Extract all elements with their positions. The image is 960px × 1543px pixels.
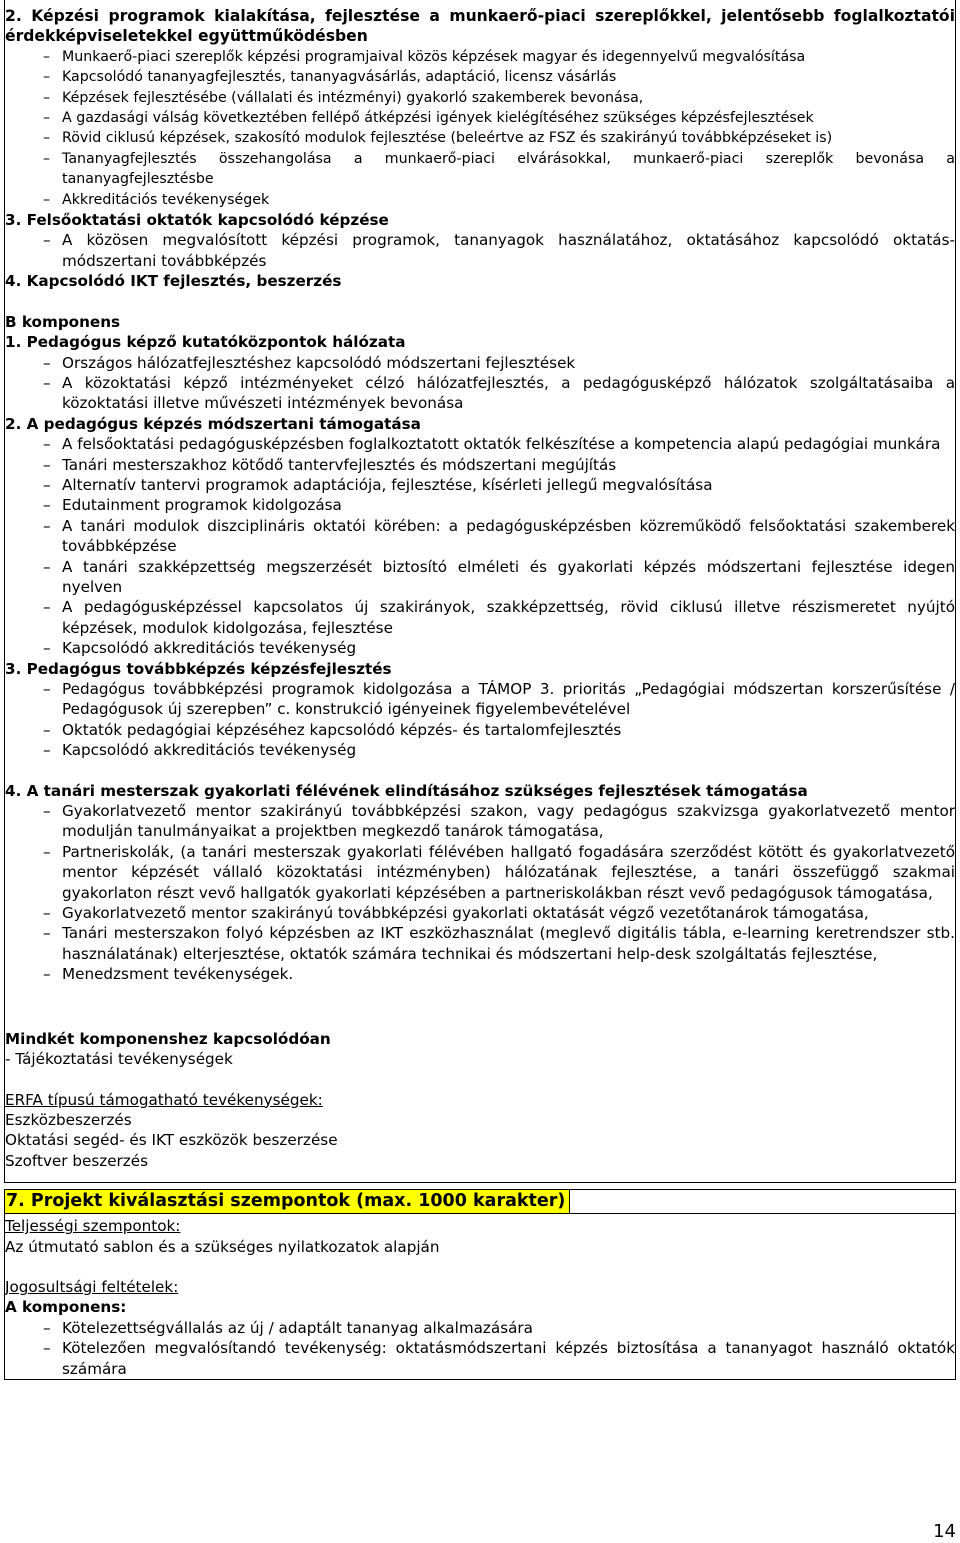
b-sub1-heading: 1. Pedagógus képző kutatóközpontok hálózata [5, 333, 406, 352]
list-item: – A gazdasági válság következtében fellépő átképzési igények kielégítéséhez szükséges képzésfejlesztések [43, 110, 814, 127]
list-item: – Kapcsolódó akkreditációs tevékenység [43, 639, 357, 658]
erfa-line: Oktatási segéd- és IKT eszközök beszerzése [5, 1131, 338, 1150]
list-item: – Rövid ciklusú képzések, szakosító modulok fejlesztése (beleértve az FSZ és szakirányú továbbképzéseket is) [43, 130, 833, 147]
list-item: – Edutainment programok kidolgozása [43, 496, 342, 515]
erfa-line: Eszközbeszerzés [5, 1110, 132, 1129]
list-item: – Tananyagfejlesztés összehangolása a munkaerő-piaci elvárásokkal, munkaerő-piaci szereplők bevonása a tananyagfejlesztésbe [43, 150, 955, 188]
content-box [4, 0, 956, 1183]
list-item: – Oktatók pedagógiai képzéséhez kapcsolódó képzés- és tartalomfejlesztés [43, 720, 622, 739]
eligibility-heading: Jogosultsági feltételek: [5, 1277, 179, 1296]
both-components-heading: Mindkét komponenshez kapcsolódóan [5, 1029, 331, 1048]
b-sub4-heading: 4. A tanári mesterszak gyakorlati félévének elindításához szükséges fejlesztések támogatása [5, 781, 808, 800]
b-sub2-heading: 2. A pedagógus képzés módszertani támogatása [5, 414, 421, 433]
list-item: – A közösen megvalósított képzési programok, tananyagok használatához, oktatásához kapcsolódó oktatás-módszertani továbbképzés [43, 231, 955, 270]
list-item: – Országos hálózatfejlesztéshez kapcsolódó módszertani fejlesztések [43, 353, 576, 372]
list-item: – A közoktatási képző intézményeket célzó hálózatfejlesztés, a pedagógusképző hálózatok szolgáltatásaiba a közoktatási illetve művészeti intézmények bevonása [43, 373, 955, 413]
erfa-heading: ERFA típusú támogatható tevékenységek: [5, 1090, 323, 1109]
completeness-text: Az útmutató sablon és a szükséges nyilatkozatok alapján [5, 1237, 440, 1256]
section-2-title: Képzési programok kialakítása, fejlesztése a munkaerő-piaci szereplőkkel, jelentősebb foglalkoztatói érdekképviseletekkel együttműködésben [5, 7, 955, 46]
list-item: – Partneriskolák, (a tanári mesterszak gyakorlati félévében hallgató fogadására szerződést kötött és gyakorlatvezető mentor képzését vállaló közoktatási intézményben) hálózatának fejlesztése, a tanári összefüggő szakmai gyakorlaton részt vevő hallgatók gyakorlati képzésében a partneriskolákban részt vevő pedagógusok támogatása, [43, 842, 955, 902]
list-item: – Pedagógus továbbképzési programok kidolgozása a TÁMOP 3. prioritás „Pedagógiai módszertan korszerűsítése / Pedagógusok új szerepben” c. konstrukció igényeinek figyelembevételével [43, 680, 955, 719]
list-item: – Menedzsment tevékenységek. [43, 965, 294, 984]
erfa-line: Szoftver beszerzés [5, 1151, 149, 1170]
list-item: – Gyakorlatvezető mentor szakirányú továbbképzési szakon, vagy pedagógus szakvizsga gyakorlatvezető mentor modulján tanulmányaikat a projektben megkezdő tanárok támogatása, [43, 802, 955, 841]
section-2-heading [5, 6, 955, 47]
section-4-heading: 4. Kapcsolódó IKT fejlesztés, beszerzés [5, 272, 342, 291]
list-item: – Gyakorlatvezető mentor szakirányú továbbképzési gyakorlati oktatását végző vezetőtanárok támogatása, [43, 904, 869, 923]
list-item: – A pedagógusképzéssel kapcsolatos új szakirányok, szakképzettség, rövid ciklusú illetve részismeretet nyújtó képzések, modulok kidolgozása, fejlesztése [43, 598, 955, 637]
document-page [4, 0, 956, 1380]
section-7-box [4, 1189, 956, 1380]
list-item: – Kapcsolódó tananyagfejlesztés, tananyagvásárlás, adaptáció, licensz vásárlás [43, 69, 617, 86]
list-item: – Képzések fejlesztésébe (vállalati és intézményi) gyakorló szakemberek bevonása, [43, 89, 644, 106]
list-item: – Kötelezettségvállalás az új / adaptált tananyag alkalmazására [43, 1318, 533, 1337]
list-item: – Kapcsolódó akkreditációs tevékenység [43, 741, 357, 760]
section-2-number: 2. [5, 7, 22, 25]
section-3-heading: 3. Felsőoktatási oktatók kapcsolódó képzése [5, 211, 389, 230]
list-item: – Tanári mesterszakhoz kötődő tantervfejlesztés és módszertani megújítás [43, 455, 617, 474]
page-number: 14 [933, 1521, 956, 1542]
list-item: – Munkaerő-piaci szereplők képzési programjaival közös képzések magyar és idegennyelvű megvalósítása [43, 48, 806, 65]
info-activities-line: - Tájékoztatási tevékenységek [5, 1050, 233, 1069]
list-item: – Akkreditációs tevékenységek [43, 191, 270, 208]
list-item: – A tanári szakképzettség megszerzését biztosító elméleti és gyakorlati képzés módszertani fejlesztése idegen nyelven [43, 557, 955, 596]
list-item: – A tanári modulok diszciplináris oktatói körében: a pedagógusképzésben közreműködő felsőoktatási szakemberek továbbképzése [43, 516, 955, 556]
list-item: – Alternatív tantervi programok adaptációja, fejlesztése, kísérleti jellegű megvalósítása [43, 475, 713, 494]
b-component-title: B komponens [5, 312, 121, 331]
list-item: – Tanári mesterszakon folyó képzésben az IKT eszközhasználat (meglevő digitális tábla, e-learning keretrendszer stb. használatának) elterjesztése, oktatók számára technikai és módszertani help-desk szolgáltatás fejlesztése, [43, 924, 955, 963]
a-component-label: A komponens: [5, 1298, 127, 1317]
list-item: – Kötelezően megvalósítandó tevékenység: oktatásmódszertani képzés biztosítása a tananyagot használó oktatók számára [43, 1339, 955, 1378]
b-sub3-heading: 3. Pedagógus továbbképzés képzésfejlesztés [5, 659, 392, 678]
section-7-title: 7. Projekt kiválasztási szempontok (max. 1000 karakter) [5, 1190, 570, 1213]
completeness-heading: Teljességi szempontok: [5, 1217, 181, 1236]
list-item: – A felsőoktatási pedagógusképzésben foglalkoztatott oktatók felkészítése a kompetencia alapú pedagógiai munkára [43, 435, 941, 454]
